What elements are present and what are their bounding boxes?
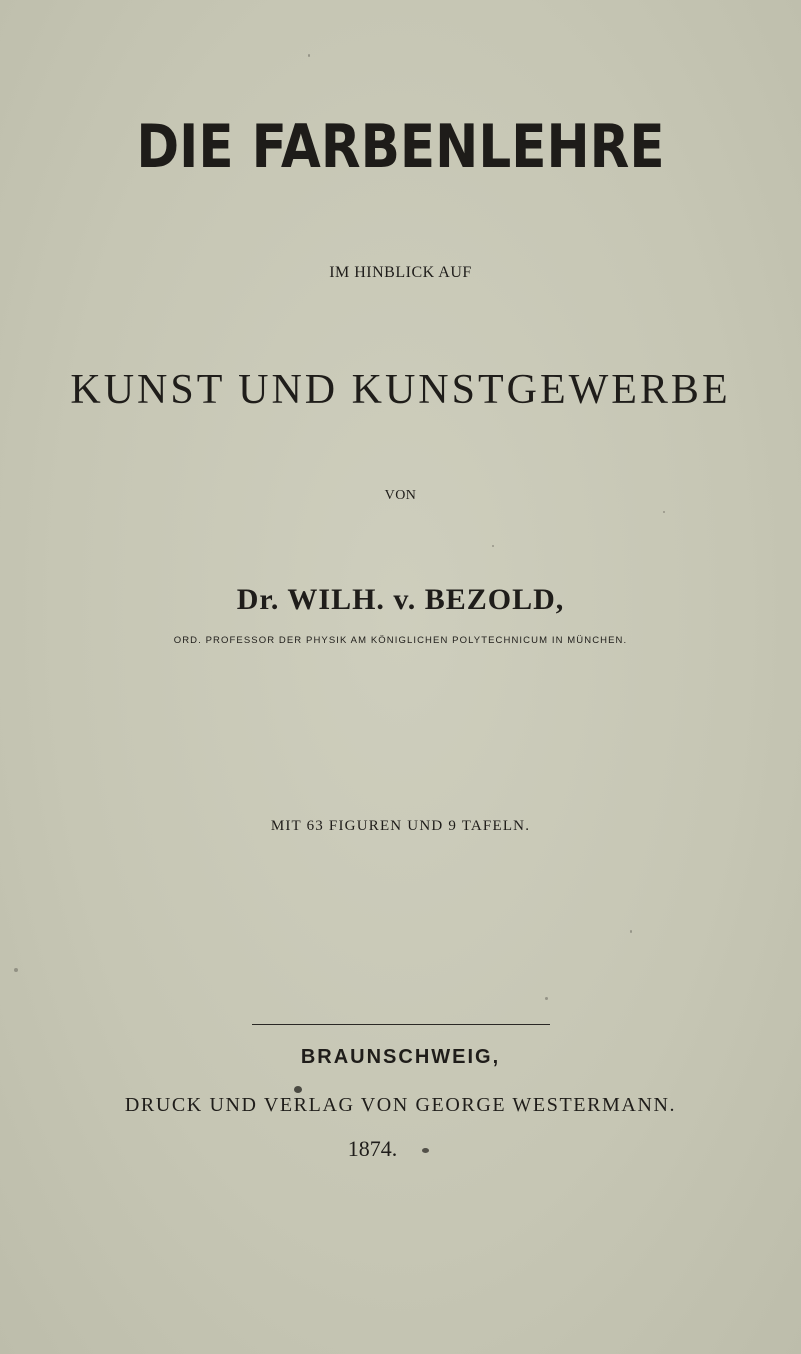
author-name: Dr. WILH. v. BEZOLD, bbox=[236, 583, 565, 616]
paper-speck bbox=[14, 968, 18, 972]
paper-speck bbox=[663, 511, 665, 513]
illustrations-note: MIT 63 FIGUREN UND 9 TAFELN. bbox=[270, 818, 531, 834]
paper-speck bbox=[308, 54, 310, 57]
publication-place: BRAUNSCHWEIG, bbox=[300, 1046, 501, 1068]
publisher-line: DRUCK UND VERLAG VON GEORGE WESTERMANN. bbox=[124, 1094, 677, 1116]
publication-year: 1874. bbox=[347, 1136, 398, 1161]
paper-speck bbox=[422, 1148, 429, 1153]
subtitle: IM HINBLICK AUF bbox=[329, 264, 472, 281]
author-position: ORD. PROFESSOR DER PHYSIK AM KÖNIGLICHEN POLYTECHNICUM IN MÜNCHEN. bbox=[173, 635, 628, 646]
paper-speck bbox=[294, 1086, 302, 1093]
divider-rule bbox=[252, 1024, 550, 1025]
by-line: VON bbox=[384, 488, 417, 503]
paper-speck bbox=[545, 997, 548, 1000]
book-title: DIE FARBENLEHRE bbox=[136, 112, 665, 182]
paper-speck bbox=[492, 545, 494, 547]
main-heading: KUNST UND KUNSTGEWERBE bbox=[70, 367, 731, 413]
paper-speck bbox=[630, 930, 632, 933]
